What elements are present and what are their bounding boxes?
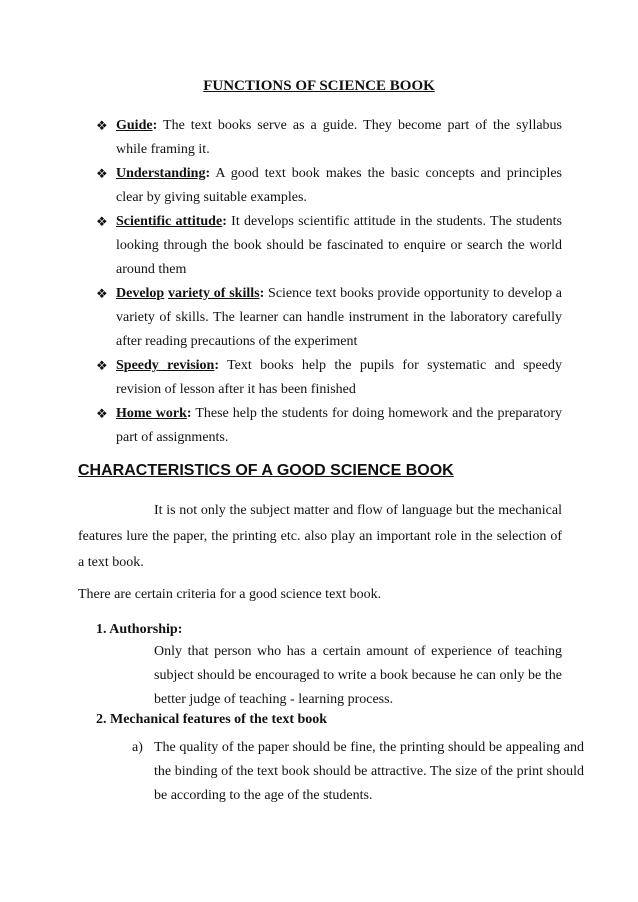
function-text: These help the students for doing homework and the preparatory part of assignments.: [116, 406, 562, 445]
list-item: [96, 210, 562, 282]
sub-item-marker: a): [132, 740, 143, 755]
section-heading: CHARACTERISTICS OF A GOOD SCIENCE BOOK: [78, 462, 454, 479]
numbered-item-title: 2. Mechanical features of the text book: [96, 712, 328, 727]
functions-list: [96, 114, 562, 450]
function-text: It develops scientific attitude in the students. The students looking through the book should be fascinated to enquire or search the world around them: [116, 214, 563, 277]
term-colon: :: [214, 358, 219, 373]
page-title: FUNCTIONS OF SCIENCE BOOK: [203, 78, 435, 94]
function-term: variety of skills: [168, 286, 260, 301]
term-colon: :: [205, 166, 211, 181]
list-item: [96, 354, 562, 402]
list-item: [96, 282, 562, 354]
function-text: A good text book makes the basic concepts and principles clear by giving suitable examples.: [116, 166, 562, 205]
diamond-bullet-icon: ❖: [96, 118, 108, 133]
diamond-bullet-icon: ❖: [96, 214, 108, 229]
diamond-bullet-icon: ❖: [96, 286, 108, 301]
numbered-item-title: 1. Authorship:: [96, 622, 183, 637]
numbered-item-body: Only that person who has a certain amount of experience of teaching subject should be encouraged to write a book because he can only be the better judge of teaching - learning process.: [154, 644, 562, 707]
diamond-bullet-icon: ❖: [96, 406, 108, 421]
diamond-bullet-icon: ❖: [96, 166, 108, 181]
sub-item: [132, 736, 584, 808]
term-colon: :: [259, 286, 265, 301]
function-text: Science text books provide opportunity to develop a variety of skills. The learner can handle instrument in the laboratory carefully after reading precautions of the experiment: [116, 286, 563, 349]
list-item: [96, 114, 562, 162]
function-term: Develop: [116, 286, 165, 301]
function-term: Guide: [116, 118, 153, 133]
list-item: [96, 162, 562, 210]
list-item: [96, 402, 562, 450]
function-term: Home work: [116, 406, 187, 421]
diamond-bullet-icon: ❖: [96, 358, 108, 373]
term-colon: :: [222, 214, 227, 229]
function-text: Text books help the pupils for systematic and speedy revision of lesson after it has been finished: [116, 358, 562, 397]
term-colon: :: [186, 406, 192, 421]
function-text: The text books serve as a guide. They become part of the syllabus while framing it.: [116, 118, 562, 157]
function-term: Speedy revision: [116, 358, 215, 373]
function-term: Understanding: [116, 166, 206, 181]
term-colon: :: [152, 118, 158, 133]
criteria-paragraph: There are certain criteria for a good science text book.: [78, 587, 382, 602]
sub-item-text: The quality of the paper should be fine, the printing should be appealing and the binding of the text book should be attractive. The size of the print should be according to the age of the students.: [154, 740, 584, 803]
function-term: Scientific attitude: [116, 214, 223, 229]
intro-paragraph: It is not only the subject matter and flow of language but the mechanical features lure the paper, the printing etc. also play an important role in the selection of a text book.: [78, 503, 562, 570]
